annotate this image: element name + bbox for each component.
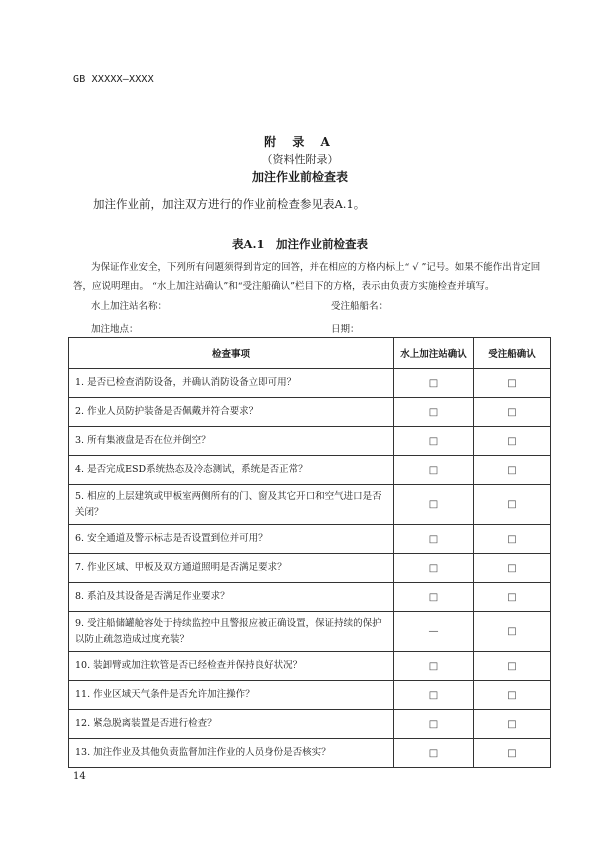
instruction-paragraph: 为保证作业安全，下列所有问题须得到肯定的回答，并在相应的方格内标上“ √ ”记号。如果不能作出肯定回答，应说明理由。 “水上加注站确认”和“受注船确认”栏目下的方格，表示由负责方实施检查并填写。: [73, 262, 541, 292]
appendix-subtitle: （资料性附录）: [261, 153, 339, 166]
ship-checkbox[interactable]: □: [474, 612, 551, 652]
check-item: 5. 相应的上层建筑或甲板室两侧所有的门、窗及其它开口和空气进口是否关闭？: [69, 485, 394, 525]
station-checkbox[interactable]: □: [394, 652, 474, 681]
ship-checkbox[interactable]: □: [474, 554, 551, 583]
ship-checkbox[interactable]: □: [474, 583, 551, 612]
table-row: [69, 681, 551, 710]
table-row: [69, 398, 551, 427]
ship-checkbox[interactable]: □: [474, 710, 551, 739]
column-header-ship: 受注船确认: [474, 338, 551, 369]
column-header-item: 检查事项: [69, 338, 394, 369]
ship-checkbox[interactable]: □: [474, 369, 551, 398]
check-item: 12. 紧急脱离装置是否进行检查？: [69, 710, 394, 739]
page-number: 14: [73, 771, 86, 782]
station-checkbox[interactable]: □: [394, 554, 474, 583]
checklist-table: [68, 337, 551, 768]
table-row: [69, 652, 551, 681]
location-label: 加注地点：: [91, 324, 139, 335]
check-item: 4. 是否完成ESD系统热态及冷态测试，系统是否正常？: [69, 456, 394, 485]
check-item: 7. 作业区域、甲板及双方通道照明是否满足要求？: [69, 554, 394, 583]
ship-checkbox[interactable]: □: [474, 456, 551, 485]
station-not-applicable: —: [394, 612, 474, 652]
station-checkbox[interactable]: □: [394, 369, 474, 398]
station-checkbox[interactable]: □: [394, 427, 474, 456]
station-name-label: 水上加注站名称：: [91, 301, 168, 312]
table-row: [69, 554, 551, 583]
check-item: 13. 加注作业及其他负责监督加注作业的人员身份是否核实？: [69, 739, 394, 768]
check-item: 3. 所有集液盘是否在位并倒空？: [69, 427, 394, 456]
table-row: [69, 583, 551, 612]
table-row: [69, 485, 551, 525]
table-row: [69, 710, 551, 739]
appendix-title: 附 录 A: [264, 135, 336, 149]
check-item: 2. 作业人员防护装备是否佩戴并符合要求？: [69, 398, 394, 427]
date-label: 日期：: [331, 324, 360, 335]
check-item: 8. 系泊及其设备是否满足作业要求？: [69, 583, 394, 612]
check-item: 10. 装卸臂或加注软管是否已经检查并保持良好状况？: [69, 652, 394, 681]
ship-checkbox[interactable]: □: [474, 681, 551, 710]
table-row: [69, 427, 551, 456]
ship-checkbox[interactable]: □: [474, 427, 551, 456]
check-item: 6. 安全通道及警示标志是否设置到位并可用？: [69, 525, 394, 554]
station-checkbox[interactable]: □: [394, 739, 474, 768]
table-header-row: [69, 338, 551, 369]
table-row: [69, 369, 551, 398]
station-checkbox[interactable]: □: [394, 710, 474, 739]
ship-checkbox[interactable]: □: [474, 525, 551, 554]
ship-checkbox[interactable]: □: [474, 739, 551, 768]
station-checkbox[interactable]: □: [394, 485, 474, 525]
table-row: [69, 525, 551, 554]
station-checkbox[interactable]: □: [394, 681, 474, 710]
table-row: [69, 739, 551, 768]
document-code: GB XXXXX—XXXX: [73, 74, 154, 85]
ship-name-label: 受注船船名：: [331, 301, 389, 312]
appendix-name: 加注作业前检查表: [251, 170, 348, 184]
ship-checkbox[interactable]: □: [474, 485, 551, 525]
ship-checkbox[interactable]: □: [474, 652, 551, 681]
table-row: [69, 456, 551, 485]
station-checkbox[interactable]: □: [394, 525, 474, 554]
check-item: 11. 作业区域天气条件是否允许加注操作？: [69, 681, 394, 710]
check-item: 1. 是否已检查消防设备，并确认消防设备立即可用？: [69, 369, 394, 398]
station-checkbox[interactable]: □: [394, 456, 474, 485]
column-header-station: 水上加注站确认: [394, 338, 474, 369]
ship-checkbox[interactable]: □: [474, 398, 551, 427]
station-checkbox[interactable]: □: [394, 583, 474, 612]
table-row: [69, 612, 551, 652]
table-title: 表A.1 加注作业前检查表: [232, 237, 368, 251]
check-item: 9. 受注船储罐舱容处于持续监控中且警报应被正确设置，保证持续的保护以防止疏忽造成过度充装？: [69, 612, 394, 652]
station-checkbox[interactable]: □: [394, 398, 474, 427]
intro-paragraph: 加注作业前，加注双方进行的作业前检查参见表A.1。: [93, 197, 366, 211]
